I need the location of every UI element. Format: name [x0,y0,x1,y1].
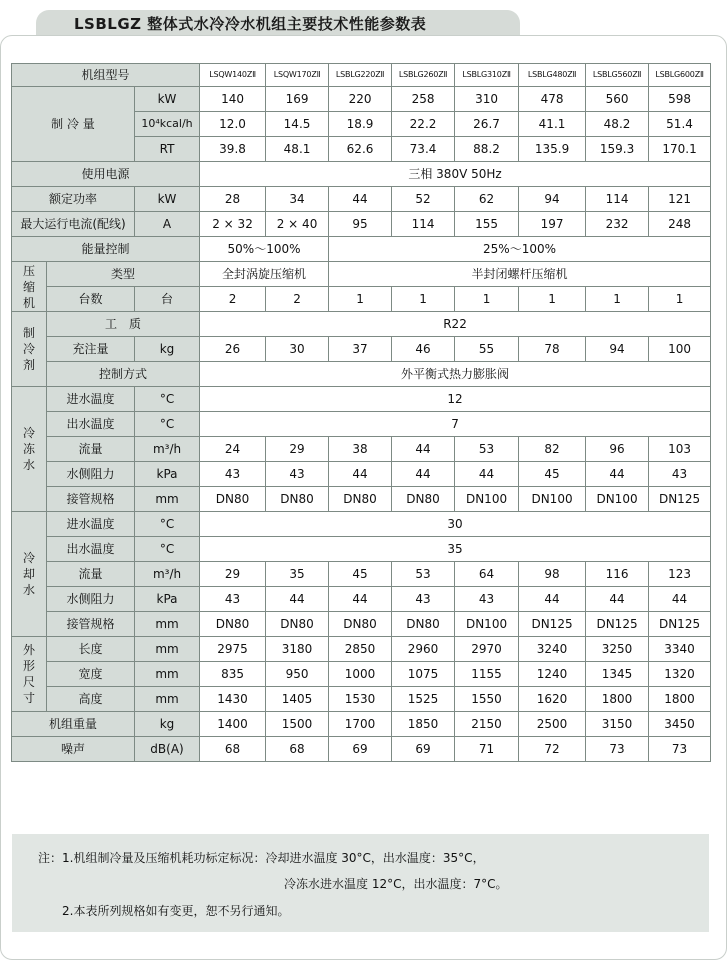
table-row-energy-control [12,237,711,262]
unit-cell: mm [135,662,200,687]
row-label: 台数 [47,287,135,312]
row-label: 控制方式 [47,362,200,387]
value-cell: 全封涡旋压缩机 [200,262,329,287]
value-cell: 37 [329,337,392,362]
category-text: 冷却水 [22,551,35,597]
value-cell: 116 [586,562,649,587]
value-cell: 2970 [455,637,519,662]
value-cell: 53 [455,437,519,462]
table-row-cooling-kw [12,87,711,112]
row-label: 进水温度 [47,387,135,412]
table-row-cooling-inlet [12,512,711,537]
unit-cell: RT [135,137,200,162]
value-cell: 1800 [649,687,711,712]
value-cell: 950 [266,662,329,687]
table-row-max-current [12,212,711,237]
value-cell: 72 [519,737,586,762]
value-cell: 258 [392,87,455,112]
value-cell: 1500 [266,712,329,737]
unit-cell: °C [135,537,200,562]
value-cell: 220 [329,87,392,112]
value-cell: 44 [329,462,392,487]
unit-cell: kg [135,712,200,737]
value-cell: 197 [519,212,586,237]
value-cell: 155 [455,212,519,237]
value-cell: 2150 [455,712,519,737]
value-cell: 94 [586,337,649,362]
value-cell: 3240 [519,637,586,662]
value-cell: 73 [649,737,711,762]
value-cell: DN80 [266,612,329,637]
value-cell: 64 [455,562,519,587]
table-row-cooling-outlet [12,537,711,562]
value-cell: 121 [649,187,711,212]
unit-cell: mm [135,637,200,662]
table-row-width [12,662,711,687]
value-cell: 44 [519,587,586,612]
value-cell: 30 [266,337,329,362]
value-cell: 38 [329,437,392,462]
value-cell: 外平衡式热力膨胀阀 [200,362,711,387]
category-label [12,312,47,387]
model-name: LSBLG560ZⅡ [586,64,649,87]
table-row-refrigerant-medium [12,312,711,337]
table-row-chilled-flow [12,437,711,462]
value-cell: DN125 [649,487,711,512]
value-cell: 51.4 [649,112,711,137]
value-cell: 103 [649,437,711,462]
table-row-rated-power [12,187,711,212]
model-name: LSQW140ZⅡ [200,64,266,87]
value-cell: 1320 [649,662,711,687]
value-cell: 34 [266,187,329,212]
unit-cell: mm [135,612,200,637]
value-cell: 598 [649,87,711,112]
value-cell: 140 [200,87,266,112]
category-label [12,262,47,312]
row-label: 接管规格 [47,612,135,637]
row-label: 额定功率 [12,187,135,212]
value-cell: 55 [455,337,519,362]
value-cell: 14.5 [266,112,329,137]
category-text: 外形尺寸 [22,643,35,705]
value-cell: 169 [266,87,329,112]
row-label: 出水温度 [47,537,135,562]
value-cell: DN125 [649,612,711,637]
value-cell: 1 [329,287,392,312]
unit-cell: A [135,212,200,237]
table-row-cooling-resistance [12,587,711,612]
value-cell: DN100 [455,612,519,637]
value-cell: 62.6 [329,137,392,162]
value-cell: 3150 [586,712,649,737]
row-label: 最大运行电流(配线) [12,212,135,237]
unit-cell: °C [135,412,200,437]
row-label: 高度 [47,687,135,712]
value-cell: 1155 [455,662,519,687]
category-text: 冷冻水 [22,426,35,472]
value-cell: 78 [519,337,586,362]
value-cell: 88.2 [455,137,519,162]
value-cell: DN80 [200,612,266,637]
value-cell: DN80 [266,487,329,512]
value-cell: 29 [266,437,329,462]
model-name: LSBLG600ZⅡ [649,64,711,87]
value-cell: 62 [455,187,519,212]
value-cell: 2 [200,287,266,312]
row-label: 机组型号 [12,64,200,87]
row-label: 机组重量 [12,712,135,737]
value-cell: 44 [329,587,392,612]
value-cell: 1800 [586,687,649,712]
value-cell: 71 [455,737,519,762]
value-cell: 28 [200,187,266,212]
value-cell: 26.7 [455,112,519,137]
spec-table [11,63,711,762]
value-cell: 24 [200,437,266,462]
value-cell: 3180 [266,637,329,662]
value-cell: 114 [586,187,649,212]
value-cell: 52 [392,187,455,212]
value-cell: 69 [392,737,455,762]
unit-cell: kPa [135,462,200,487]
value-cell: 48.2 [586,112,649,137]
value-cell: 1850 [392,712,455,737]
value-cell: 35 [200,537,711,562]
value-cell: DN100 [586,487,649,512]
table-row-chilled-pipe [12,487,711,512]
model-name: LSBLG310ZⅡ [455,64,519,87]
value-cell: 25%～100% [329,237,711,262]
value-cell: 1530 [329,687,392,712]
value-cell: 114 [392,212,455,237]
value-cell: 835 [200,662,266,687]
value-cell: 18.9 [329,112,392,137]
value-cell: 53 [392,562,455,587]
value-cell: 44 [586,587,649,612]
value-cell: 1620 [519,687,586,712]
value-cell: R22 [200,312,711,337]
value-cell: 1 [519,287,586,312]
unit-cell: kW [135,87,200,112]
unit-cell: 台 [135,287,200,312]
value-cell: DN100 [519,487,586,512]
value-cell: 82 [519,437,586,462]
value-cell: 22.2 [392,112,455,137]
value-cell: 43 [200,462,266,487]
value-cell: 1700 [329,712,392,737]
value-cell: 2975 [200,637,266,662]
value-cell: 68 [266,737,329,762]
value-cell: 3450 [649,712,711,737]
value-cell: DN80 [329,612,392,637]
value-cell: 560 [586,87,649,112]
table-row-model [12,64,711,87]
row-label: 水侧阻力 [47,587,135,612]
value-cell: 43 [392,587,455,612]
value-cell: 1240 [519,662,586,687]
unit-cell: mm [135,687,200,712]
unit-cell: m³/h [135,562,200,587]
unit-cell: kW [135,187,200,212]
value-cell: 1405 [266,687,329,712]
value-cell: 44 [266,587,329,612]
value-cell: 43 [455,587,519,612]
value-cell: DN80 [392,612,455,637]
row-label: 工 质 [47,312,200,337]
note-line-1: 注：1.机组制冷量及压缩机耗功标定标况：冷却进水温度 30°C，出水温度：35°C， [38,851,485,865]
value-cell: 96 [586,437,649,462]
note-line-3: 2.本表所列规格如有变更，恕不另行通知。 [62,904,290,918]
value-cell: 43 [649,462,711,487]
row-label: 类型 [47,262,200,287]
notes-box [12,834,709,932]
value-cell: 1430 [200,687,266,712]
row-label: 宽度 [47,662,135,687]
value-cell: 3250 [586,637,649,662]
row-label: 流量 [47,437,135,462]
value-cell: 159.3 [586,137,649,162]
value-cell: 1 [392,287,455,312]
value-cell: 30 [200,512,711,537]
row-label: 长度 [47,637,135,662]
model-name: LSBLG260ZⅡ [392,64,455,87]
table-row-control-method [12,362,711,387]
value-cell: 2960 [392,637,455,662]
table-row-chilled-inlet [12,387,711,412]
value-cell: 12 [200,387,711,412]
value-cell: 478 [519,87,586,112]
table-row-refrigerant-charge [12,337,711,362]
table-row-chilled-resistance [12,462,711,487]
value-cell: 2 × 32 [200,212,266,237]
value-cell: 2500 [519,712,586,737]
value-cell: 2 × 40 [266,212,329,237]
row-label: 制 冷 量 [12,87,135,162]
unit-cell: 10⁴kcal/h [135,112,200,137]
value-cell: 46 [392,337,455,362]
row-label: 流量 [47,562,135,587]
value-cell: 44 [649,587,711,612]
value-cell: 1 [649,287,711,312]
value-cell: DN80 [200,487,266,512]
value-cell: 1 [586,287,649,312]
category-label [12,387,47,512]
row-label: 接管规格 [47,487,135,512]
table-row-noise [12,737,711,762]
value-cell: 1550 [455,687,519,712]
value-cell: 1400 [200,712,266,737]
value-cell: DN125 [519,612,586,637]
value-cell: 232 [586,212,649,237]
unit-cell: °C [135,387,200,412]
category-text: 压缩机 [22,263,35,310]
table-row-cooling-flow [12,562,711,587]
value-cell: DN80 [329,487,392,512]
value-cell: 43 [266,462,329,487]
page-title: LSBLGZ 整体式水冷冷水机组主要技术性能参数表 [74,15,427,33]
value-cell: 94 [519,187,586,212]
value-cell: 2 [266,287,329,312]
value-cell: 68 [200,737,266,762]
category-label [12,637,47,712]
table-row-length [12,637,711,662]
value-cell: 45 [519,462,586,487]
unit-cell: kg [135,337,200,362]
value-cell: 310 [455,87,519,112]
unit-cell: dB(A) [135,737,200,762]
row-label: 使用电源 [12,162,200,187]
row-label: 噪声 [12,737,135,762]
value-cell: 12.0 [200,112,266,137]
value-cell: 135.9 [519,137,586,162]
value-cell: DN100 [455,487,519,512]
row-label: 出水温度 [47,412,135,437]
unit-cell: °C [135,512,200,537]
value-cell: 1525 [392,687,455,712]
table-row-power-supply [12,162,711,187]
value-cell: 170.1 [649,137,711,162]
value-cell: 44 [392,462,455,487]
value-cell: 29 [200,562,266,587]
unit-cell: m³/h [135,437,200,462]
category-label [12,512,47,637]
value-cell: 50%～100% [200,237,329,262]
table-row-compressor-count [12,287,711,312]
value-cell: 44 [392,437,455,462]
row-label: 充注量 [47,337,135,362]
value-cell: 98 [519,562,586,587]
model-name: LSBLG480ZⅡ [519,64,586,87]
value-cell: 1075 [392,662,455,687]
value-cell: 43 [200,587,266,612]
note-line-2: 冷冻水进水温度 12°C，出水温度：7°C。 [284,877,508,891]
table-row-cooling-pipe [12,612,711,637]
unit-cell: mm [135,487,200,512]
value-cell: 248 [649,212,711,237]
value-cell: 44 [329,187,392,212]
value-cell: 73.4 [392,137,455,162]
table-row-height [12,687,711,712]
value-cell: 7 [200,412,711,437]
value-cell: 69 [329,737,392,762]
value-cell: 73 [586,737,649,762]
value-cell: 44 [586,462,649,487]
value-cell: 26 [200,337,266,362]
value-cell: 39.8 [200,137,266,162]
table-row-weight [12,712,711,737]
value-cell: 1000 [329,662,392,687]
value-cell: 1 [455,287,519,312]
value-cell: DN125 [586,612,649,637]
value-cell: 44 [455,462,519,487]
model-name: LSQW170ZⅡ [266,64,329,87]
value-cell: DN80 [392,487,455,512]
value-cell: 2850 [329,637,392,662]
value-cell: 100 [649,337,711,362]
row-label: 能量控制 [12,237,200,262]
value-cell: 48.1 [266,137,329,162]
value-cell: 三相 380V 50Hz [200,162,711,187]
unit-cell: kPa [135,587,200,612]
value-cell: 半封闭螺杆压缩机 [329,262,711,287]
value-cell: 3340 [649,637,711,662]
value-cell: 41.1 [519,112,586,137]
table-row-compressor-type [12,262,711,287]
value-cell: 95 [329,212,392,237]
row-label: 进水温度 [47,512,135,537]
value-cell: 1345 [586,662,649,687]
model-name: LSBLG220ZⅡ [329,64,392,87]
value-cell: 35 [266,562,329,587]
row-label: 水侧阻力 [47,462,135,487]
category-text: 制冷剂 [22,326,35,372]
value-cell: 45 [329,562,392,587]
value-cell: 123 [649,562,711,587]
table-row-chilled-outlet [12,412,711,437]
